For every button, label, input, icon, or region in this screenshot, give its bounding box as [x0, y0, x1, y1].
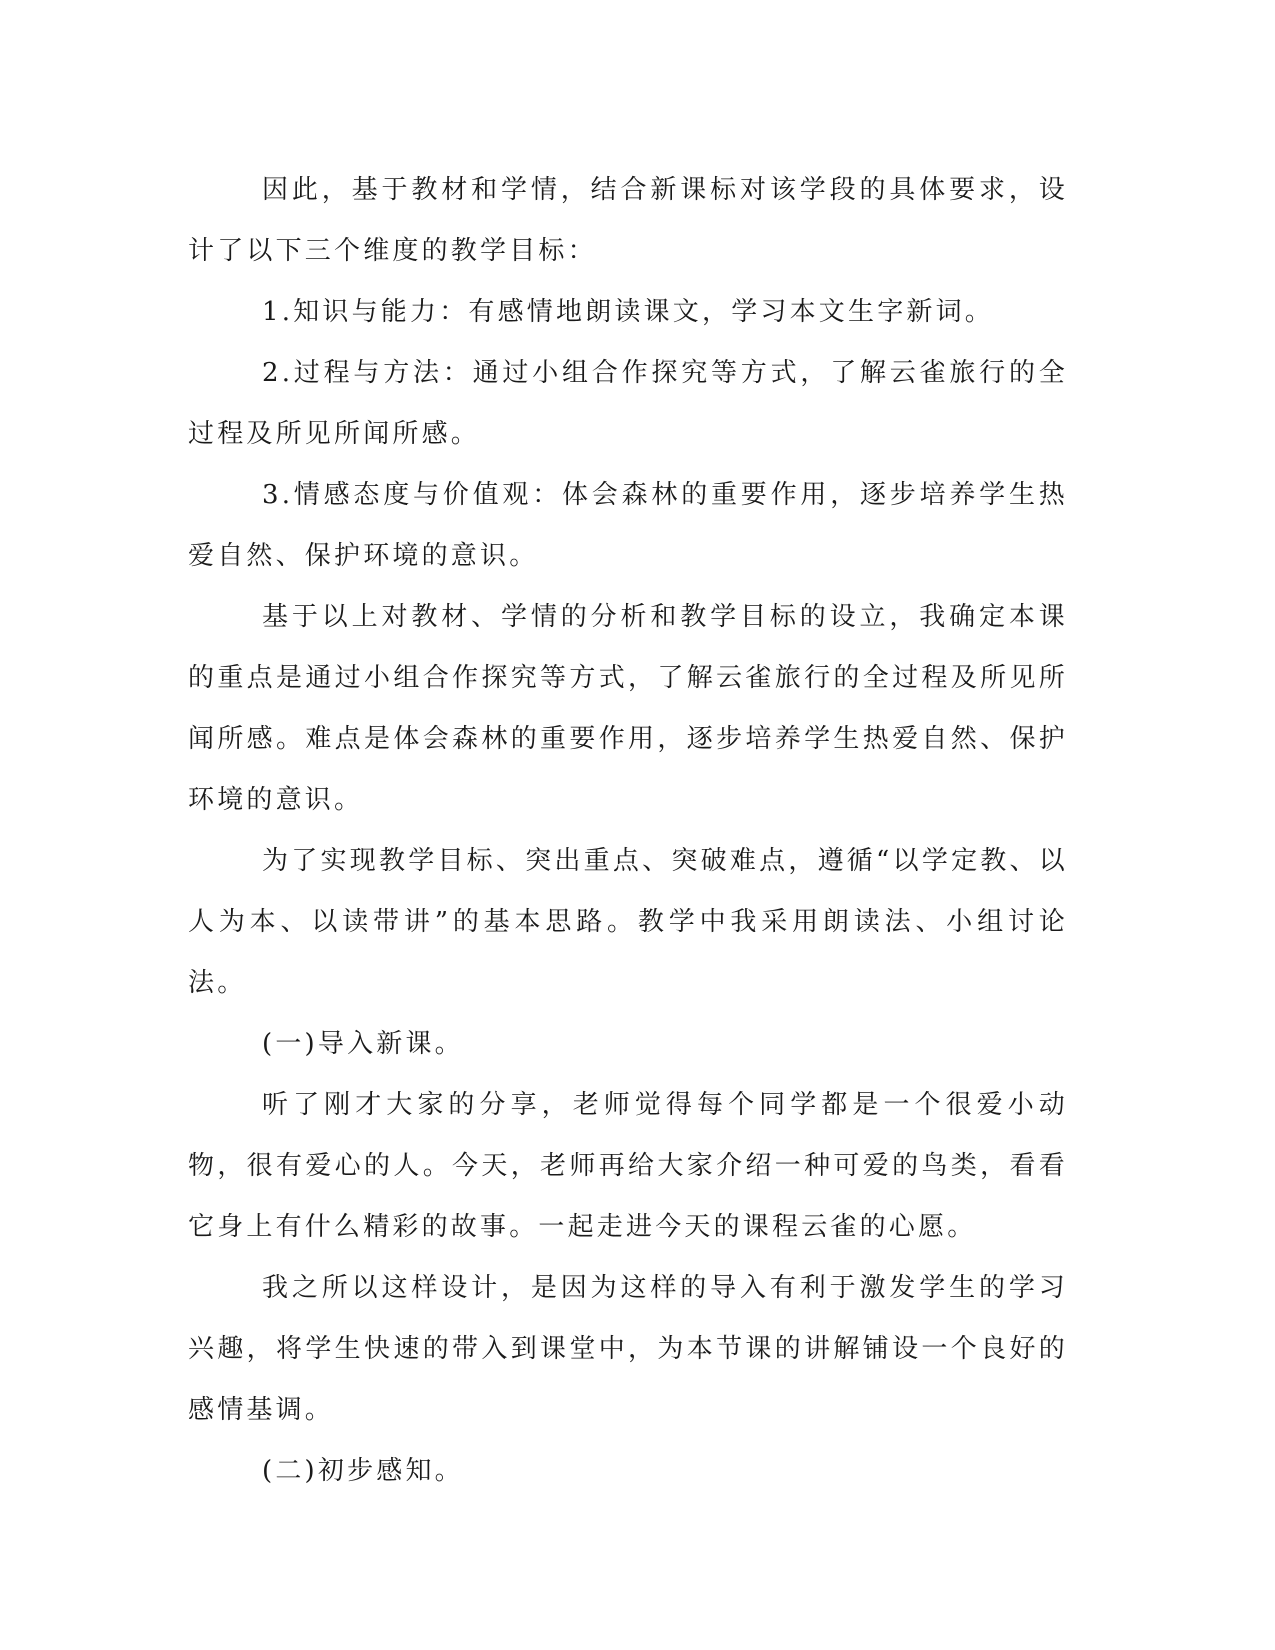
- paragraph-design-rationale: 我之所以这样设计，是因为这样的导入有利于激发学生的学习兴趣，将学生快速的带入到课堂中，为本节课的讲解铺设一个良好的感情基调。: [188, 1273, 1068, 1425]
- paragraph-objective-emotion: 3.情感态度与价值观：体会森林的重要作用，逐步培养学生热爱自然、保护环境的意识。: [188, 480, 1068, 571]
- paragraph-teaching-methods: 为了实现教学目标、突出重点、突破难点，遵循“以学定教、以人为本、以读带讲”的基本思路。教学中我采用朗读法、小组讨论法。: [188, 846, 1068, 998]
- paragraph-intro-objectives: 因此，基于教材和学情，结合新课标对该学段的具体要求，设计了以下三个维度的教学目标：: [188, 175, 1068, 266]
- paragraph-objective-process: 2.过程与方法：通过小组合作探究等方式，了解云雀旅行的全过程及所见所闻所感。: [188, 358, 1068, 449]
- paragraph-key-points: 基于以上对教材、学情的分析和教学目标的设立，我确定本课的重点是通过小组合作探究等方式，了解云雀旅行的全过程及所见所闻所感。难点是体会森林的重要作用，逐步培养学生热爱自然、保护环境的意识。: [188, 602, 1068, 815]
- section-heading-initial-perception: (二)初步感知。: [262, 1456, 464, 1486]
- paragraph-objective-knowledge: 1.知识与能力：有感情地朗读课文，学习本文生字新词。: [262, 297, 995, 327]
- document-page: [188, 160, 1068, 1502]
- section-heading-introduction: (一)导入新课。: [262, 1029, 464, 1059]
- paragraph-introduction-script: 听了刚才大家的分享，老师觉得每个同学都是一个很爱小动物，很有爱心的人。今天，老师再给大家介绍一种可爱的鸟类，看看它身上有什么精彩的故事。一起走进今天的课程云雀的心愿。: [188, 1090, 1068, 1242]
